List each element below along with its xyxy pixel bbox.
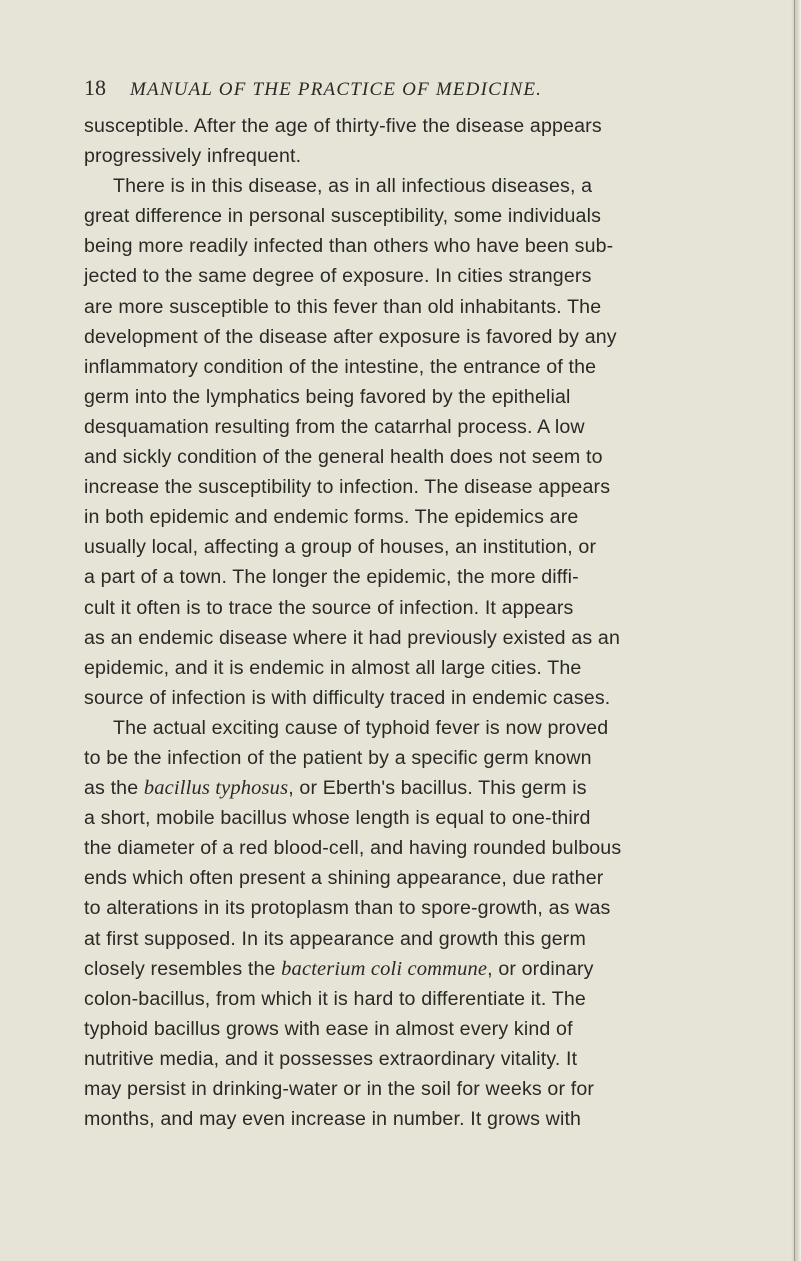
- text-line: source of infection is with difficulty traced in endemic cases.: [84, 686, 611, 709]
- text-line: progressively infrequent.: [84, 145, 302, 168]
- text-line: nutritive media, and it possesses extraordinary vitality. It: [84, 1047, 578, 1070]
- paragraph-start-line: The actual exciting cause of typhoid fever is now proved: [113, 716, 609, 739]
- italic-term: bacterium coli commune: [281, 957, 488, 980]
- text-line: ends which often present a shining appearance, due rather: [84, 867, 604, 890]
- text-line: development of the disease after exposure is favored by any: [84, 325, 617, 348]
- page-number: 18: [84, 75, 106, 100]
- text-line-with-italic: [84, 954, 774, 984]
- text-line: to be the infection of the patient by a specific germ known: [84, 746, 592, 769]
- running-head: [84, 75, 724, 107]
- text-line: typhoid bacillus grows with ease in almost every kind of: [84, 1017, 573, 1040]
- text-line: great difference in personal susceptibility, some individuals: [84, 205, 602, 228]
- text-line: as an endemic disease where it had previously existed as an: [84, 626, 621, 649]
- text-line: epidemic, and it is endemic in almost all large cities. The: [84, 656, 582, 679]
- text-line: may persist in drinking-water or in the soil for weeks or for: [84, 1078, 595, 1100]
- page-edge: [791, 0, 801, 1261]
- text-line: colon-bacillus, from which it is hard to differentiate it. The: [84, 987, 586, 1010]
- text-line: months, and may even increase in number. It grows with: [84, 1108, 582, 1131]
- text-line: inflammatory condition of the intestine, the entrance of the: [84, 355, 597, 378]
- text-line: a part of a town. The longer the epidemic, the more diffi-: [84, 566, 579, 589]
- paragraph-start-line: There is in this disease, as in all infectious diseases, a: [113, 175, 593, 198]
- running-title: MANUAL OF THE PRACTICE OF MEDICINE.: [130, 79, 543, 100]
- text-line: and sickly condition of the general health does not seem to: [84, 446, 603, 469]
- text-line: jected to the same degree of exposure. In cities strangers: [84, 265, 592, 288]
- italic-term: bacillus typhosus: [143, 777, 289, 800]
- text-line: in both epidemic and endemic forms. The epidemics are: [84, 506, 579, 529]
- text-line: at first supposed. In its appearance and growth this germ: [84, 927, 586, 950]
- line-text: , or Eberth's bacillus. This germ is: [288, 777, 587, 800]
- text-line: being more readily infected than others who have been sub-: [84, 235, 614, 258]
- text-line: susceptible. After the age of thirty-five the disease appears: [84, 115, 602, 137]
- text-line: cult it often is to trace the source of infection. It appears: [84, 596, 574, 619]
- line-text: , or ordinary: [487, 957, 594, 980]
- text-line: are more susceptible to this fever than old inhabitants. The: [84, 295, 602, 318]
- body-text: [84, 111, 774, 1134]
- text-line: germ into the lymphatics being favored by the epithelial: [84, 385, 571, 408]
- text-line: to alterations in its protoplasm than to spore-growth, as was: [84, 897, 611, 920]
- text-line: usually local, affecting a group of houses, an institution, or: [84, 536, 597, 559]
- text-line: a short, mobile bacillus whose length is equal to one-third: [84, 807, 591, 830]
- line-text: as the: [84, 777, 144, 800]
- line-text: closely resembles the: [84, 957, 282, 980]
- text-line: the diameter of a red blood-cell, and having rounded bulbous: [84, 837, 622, 860]
- text-line: increase the susceptibility to infection. The disease appears: [84, 476, 611, 499]
- text-line-with-italic: [84, 773, 774, 803]
- text-line: desquamation resulting from the catarrhal process. A low: [84, 415, 585, 438]
